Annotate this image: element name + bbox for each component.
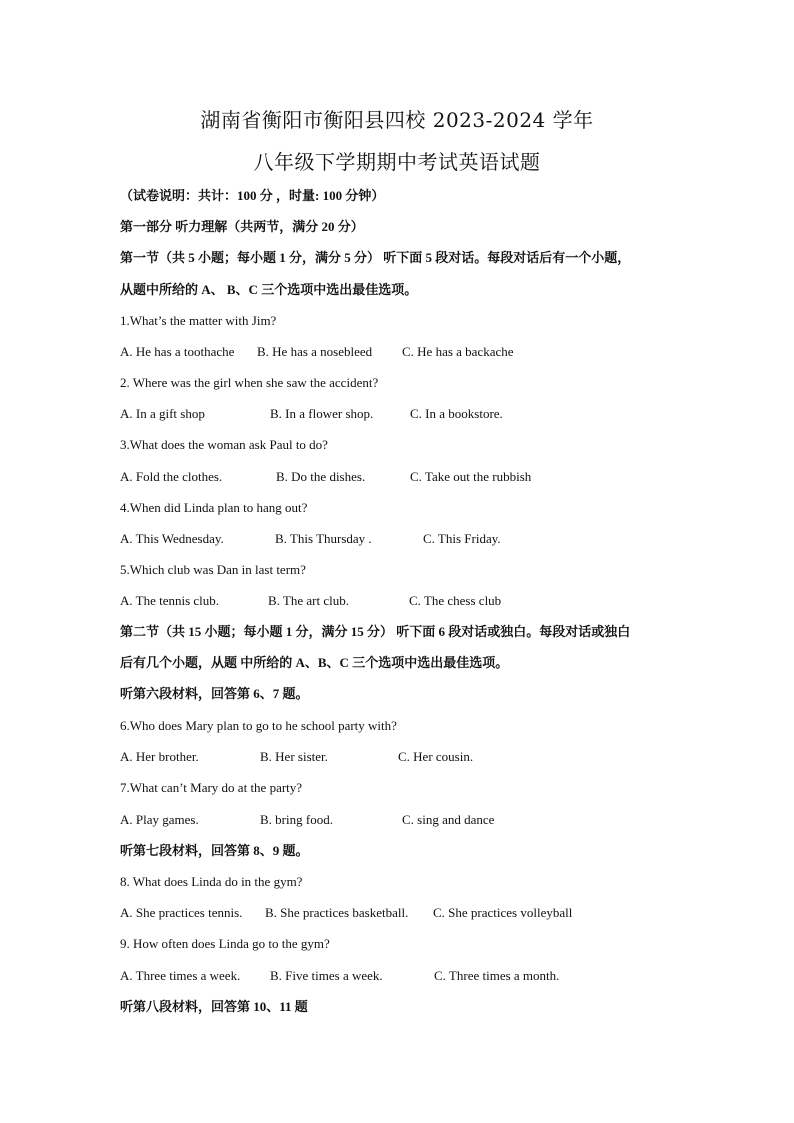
option-b: B. In a flower shop. — [270, 406, 374, 421]
option-b: B. The art club. — [268, 593, 349, 608]
option-c: C. sing and dance — [402, 812, 495, 827]
question-6: 6.Who does Mary plan to go to he school party with? — [120, 718, 397, 733]
option-c: C. Her cousin. — [398, 749, 474, 764]
exam-note: （试卷说明：共计：100 分 ，时量: 100 分钟） — [120, 188, 385, 203]
option-c: C. This Friday. — [423, 531, 501, 546]
option-c: C. He has a backache — [402, 344, 514, 359]
option-c: C. In a bookstore. — [410, 406, 503, 421]
option-b: B. She practices basketball. — [265, 905, 409, 920]
option-a: A. He has a toothache — [120, 344, 235, 359]
question-5: 5.Which club was Dan in last term? — [120, 562, 306, 577]
question-3: 3.What does the woman ask Paul to do? — [120, 437, 328, 452]
material-six-heading: 听第六段材料，回答第 6、7 题。 — [120, 686, 309, 701]
option-a: A. This Wednesday. — [120, 531, 224, 546]
option-a: A. Fold the clothes. — [120, 469, 223, 484]
question-7: 7.What can’t Mary do at the party? — [120, 780, 303, 795]
option-b: B. Do the dishes. — [276, 469, 366, 484]
option-a: A. Play games. — [120, 812, 199, 827]
option-c: C. The chess club — [409, 593, 502, 608]
option-a: A. The tennis club. — [120, 593, 220, 608]
section1-intro-line2: 从题中所给的 A、 B、C 三个选项中选出最佳选项。 — [120, 282, 418, 297]
option-c: C. Three times a month. — [434, 968, 560, 983]
option-a: A. Her brother. — [120, 749, 199, 764]
option-b: B. Five times a week. — [270, 968, 383, 983]
option-b: B. Her sister. — [260, 749, 328, 764]
question-9: 9. How often does Linda go to the gym? — [120, 936, 330, 951]
option-b: B. bring food. — [260, 812, 333, 827]
question-2: 2. Where was the girl when she saw the accident? — [120, 375, 379, 390]
part1-heading: 第一部分 听力理解（共两节，满分 20 分） — [120, 219, 364, 234]
option-c: C. She practices volleyball — [433, 905, 573, 920]
material-seven-heading: 听第七段材料，回答第 8、9 题。 — [120, 843, 309, 858]
option-b: B. This Thursday . — [275, 531, 372, 546]
section1-intro-line1: 第一节（共 5 小题；每小题 1 分，满分 5 分） 听下面 5 段对话。每段对话后有一个小题， — [120, 250, 631, 265]
option-c: C. Take out the rubbish — [410, 469, 532, 484]
title-line-2: 八年级下学期期中考试英语试题 — [253, 150, 541, 174]
question-4: 4.When did Linda plan to hang out? — [120, 500, 308, 515]
section2-intro-line2: 后有几个小题，从题 中所给的 A、B、C 三个选项中选出最佳选项。 — [120, 655, 509, 670]
section2-intro-line1: 第二节（共 15 小题；每小题 1 分，满分 15 分） 听下面 6 段对话或独白。每段对话或独白 — [120, 624, 631, 639]
option-a: A. She practices tennis. — [120, 905, 243, 920]
option-a: A. Three times a week. — [120, 968, 241, 983]
question-8: 8. What does Linda do in the gym? — [120, 874, 303, 889]
question-1: 1.What’s the matter with Jim? — [120, 313, 277, 328]
option-a: A. In a gift shop — [120, 406, 205, 421]
option-b: B. He has a nosebleed — [257, 344, 373, 359]
title-line-1: 湖南省衡阳市衡阳县四校 2023-2024 学年 — [200, 108, 594, 132]
material-eight-heading: 听第八段材料，回答第 10、11 题 — [120, 999, 308, 1014]
